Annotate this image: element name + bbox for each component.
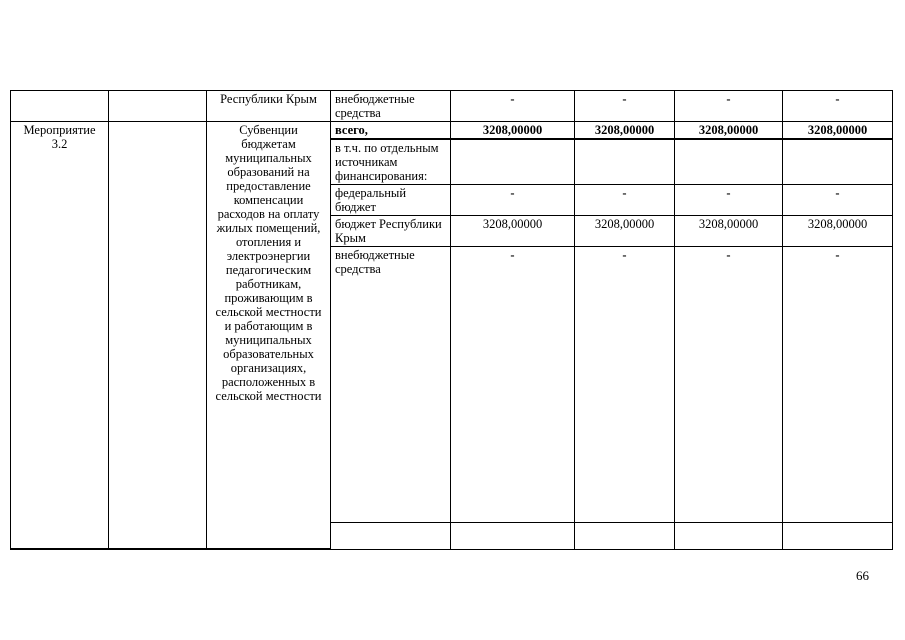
- spacer-cell: [331, 522, 451, 549]
- budget-table: [10, 90, 893, 550]
- value-cell: 3208,00000: [783, 122, 893, 140]
- value-cell: 3208,00000: [675, 122, 783, 140]
- spacer-cell: [451, 522, 575, 549]
- value-cell: -: [451, 247, 575, 523]
- value-cell: -: [783, 247, 893, 523]
- value-cell: -: [451, 185, 575, 216]
- value-cell-empty: [451, 139, 575, 185]
- description-continuation: Республики Крым: [207, 91, 331, 122]
- value-cell: -: [675, 91, 783, 122]
- value-cell: 3208,00000: [451, 122, 575, 140]
- value-cell-empty: [675, 139, 783, 185]
- source-offbudget: внебюджетные средства: [331, 247, 451, 523]
- value-cell: -: [783, 91, 893, 122]
- source-federal: федеральный бюджет: [331, 185, 451, 216]
- value-cell: -: [575, 247, 675, 523]
- source-including: в т.ч. по отдельным источникам финансирования:: [331, 139, 451, 185]
- value-cell: 3208,00000: [575, 122, 675, 140]
- table-row: [11, 91, 893, 122]
- value-cell: 3208,00000: [451, 216, 575, 247]
- value-cell-empty: [575, 139, 675, 185]
- value-cell: -: [451, 91, 575, 122]
- event-label: Мероприятие 3.2: [11, 122, 109, 550]
- value-cell: -: [783, 185, 893, 216]
- value-cell: -: [675, 185, 783, 216]
- value-cell: 3208,00000: [783, 216, 893, 247]
- value-cell: -: [575, 185, 675, 216]
- source-total: всего,: [331, 122, 451, 140]
- executor-cell-empty: [109, 122, 207, 550]
- spacer-cell: [575, 522, 675, 549]
- value-cell: -: [675, 247, 783, 523]
- table-row: [11, 122, 893, 140]
- source-rk-budget: бюджет Республики Крым: [331, 216, 451, 247]
- value-cell: 3208,00000: [675, 216, 783, 247]
- event-description: Субвенции бюджетам муниципальных образований на предоставление компенсации расходов на оплату жилых помещений, отопления и электроэнергии педагогическим работникам, проживающим в сельской местности и работающим в муниципальных образовательных организациях, расположенных в сельской местности: [207, 122, 331, 550]
- spacer-cell: [675, 522, 783, 549]
- spacer-cell: [783, 522, 893, 549]
- page-number: 66: [856, 568, 869, 583]
- source-offbudget: внебюджетные средства: [331, 91, 451, 122]
- event-cell-empty: [11, 91, 109, 122]
- value-cell: 3208,00000: [575, 216, 675, 247]
- value-cell-empty: [783, 139, 893, 185]
- executor-cell-empty: [109, 91, 207, 122]
- value-cell: -: [575, 91, 675, 122]
